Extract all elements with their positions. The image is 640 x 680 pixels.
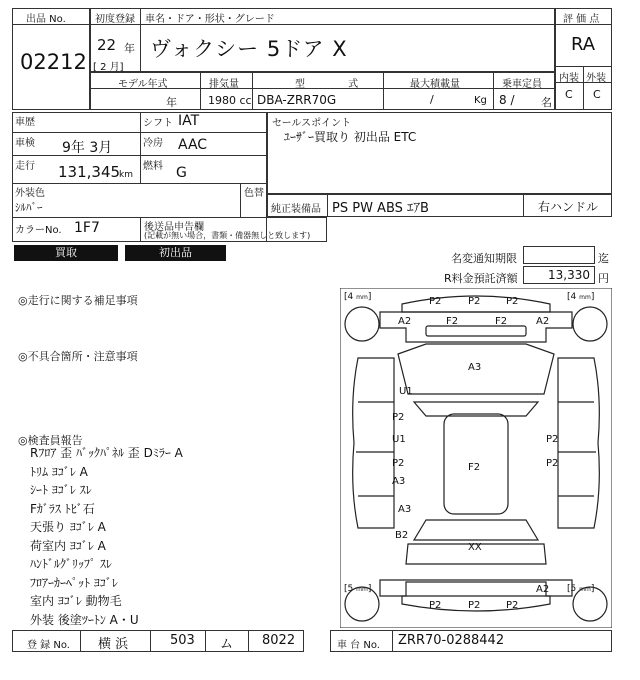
inspection-value: 9年 3月 [62,140,113,156]
inspector-line: ﾌﾛｱｰｶｰﾍﾟｯﾄ ﾖｺﾞﾚ [30,575,118,590]
reg-no-label: 登 録 No. [27,640,70,651]
front-grille [426,326,526,336]
left-side [353,358,394,528]
mark-fb3: P2 [506,296,519,307]
mark-fb2: P2 [468,296,481,307]
type-code: DBA-ZRR70G [257,93,337,107]
mark-b2r: B2 [395,530,409,541]
mark-f2f: F2 [446,316,459,327]
color-no-label: カラーNo. [15,225,62,236]
handle-value: 右ハンドル [538,200,599,214]
tire-circle [345,307,379,341]
capacity-label: 乗車定員 [502,79,542,90]
interior-label: 内装 [559,73,579,84]
aircon-value: AAC [178,137,208,153]
shift-value: IAT [178,113,200,129]
reg-num: 8022 [262,633,296,648]
exterior-label: 外装 [586,73,606,84]
mark-p2r1: P2 [546,434,559,445]
tire-circle [573,307,607,341]
inspector-line: 天張り ﾖｺﾞﾚ A [30,520,106,534]
color-no-value: 1F7 [74,220,100,236]
mileage-value: 131,345 [58,163,121,181]
first-reg-label: 初度登録 [95,14,135,25]
tag-kaitori: 買取 [14,245,118,261]
supplement-title: ◎走行に関する補足事項 [18,294,138,307]
rear-glass [414,520,538,540]
mark-p2d1: P2 [392,412,405,423]
inspector-lines [30,444,183,629]
inspector-line: Fｶﾞﾗｽ ﾄﾋﾞ石 [30,501,95,516]
displacement: 1980 cc [208,94,252,107]
chassis-no: ZRR70-0288442 [398,633,505,648]
delivery-note: (記載が無い場合，書類・備器無しと致します) [144,231,311,240]
inspection-label: 車検 [15,138,35,149]
sales-point-value: ﾕｰｻﾞｰ買取り 初出品 ETC [284,130,417,144]
eval-score: RA [571,34,596,55]
shift-label: シフト [143,118,173,129]
reg-pref: 横 浜 [98,637,129,652]
model-year-unit: 年 [166,96,177,109]
notice-unit: 迄 [598,252,609,265]
reg-kana: ム [220,637,234,652]
tire-front-right: [4 mm] [567,292,595,302]
color-change-label: 色替 [244,188,264,199]
mark-f2roof: F2 [468,462,481,473]
color-label: 外装色 [15,188,45,199]
defects-title: ◎不具合箇所・注意事項 [18,350,138,363]
lot-number: 02212 [20,50,87,74]
mark-fb1: P2 [429,296,442,307]
recycle-label: R料金預託済額 [444,272,518,285]
notice-label: 名変通知期限 [451,252,517,265]
mark-xx: XX [468,542,482,553]
interior-grade: C [565,88,573,101]
mark-u1d: U1 [392,434,406,445]
mark-p2r2: P2 [546,458,559,469]
inspector-line: 外装 後塗ﾂｰﾄﾝ A・U [30,612,139,627]
sales-point-label: セールスポイント [272,118,352,129]
recycle-value: 13,330 [548,268,590,282]
mark-a3d: A3 [392,476,406,487]
mark-a2l: A2 [398,316,412,327]
notice-box [523,246,595,264]
inspector-title: ◎検査員報告 [18,434,83,447]
equipment-label: 純正装備品 [271,204,321,215]
mark-rb1: P2 [429,600,442,611]
mileage-label: 走行 [15,161,35,172]
tire-front-left: [4 mm] [344,292,372,302]
chassis-label: 車 台 No. [337,640,380,651]
mark-rb3: P2 [506,600,519,611]
year-unit: 年 [124,42,135,55]
delivery-label: 後送品申告欄 [144,222,204,233]
right-side [558,358,599,528]
eval-label: 評 価 点 [563,14,600,25]
mark-f2b: F2 [495,316,508,327]
aircon-label: 冷房 [143,138,163,149]
inspector-line: 室内 ﾖｺﾞﾚ 動物毛 [30,594,122,608]
fuel-label: 燃料 [143,161,163,172]
tire-rear-left: [5 mm] [344,584,372,594]
tire-rear-right: [5 mm] [567,584,595,594]
car-damage-diagram [340,288,612,628]
lot-label: 出品 No. [26,14,66,25]
max-load-unit: Kg [474,95,487,106]
mark-a3r: A3 [398,504,412,515]
color-value: ｼﾙﾊﾞｰ [15,201,43,214]
tag-shuppin: 初出品 [125,245,226,261]
capacity-unit: 名 [541,96,552,109]
mark-rb2: P2 [468,600,481,611]
car-name-label: 車名・ドア・形状・グレード [145,14,275,25]
model-year-label: モデル年式 [118,79,168,90]
exterior-grade: C [593,88,601,101]
inspector-line: ﾊﾝﾄﾞﾙｸﾞﾘｯﾌﾟ ｽﾚ [30,557,112,571]
car-name: ヴォクシー 5ドア X [150,37,348,61]
first-reg-month: [ 2 月] [93,62,124,73]
equipment-value: PS PW ABS ｴｱB [332,201,429,216]
capacity: 8 / [499,93,515,107]
type-label: 型 式 [295,79,359,90]
history-label: 車歴 [15,117,35,128]
max-load-sep: / [430,93,434,106]
max-load-label: 最大積載量 [410,79,460,90]
mark-p2d2: P2 [392,458,405,469]
inspector-line: ｼｰﾄ ﾖｺﾞﾚ ｽﾚ [30,483,92,497]
mark-a2rear: A2 [536,584,550,595]
fuel-value: G [176,165,187,181]
inspector-line: 荷室内 ﾖｺﾞﾚ A [30,538,106,553]
inspector-line: Rﾌﾛｱ 歪 ﾊﾞｯｸﾊﾟﾈﾙ 歪 Dﾐﾗｰ A [30,446,183,460]
mark-a3hood: A3 [468,362,482,373]
displacement-label: 排気量 [209,79,239,90]
mark-u1l: U1 [399,386,413,397]
mileage-unit: km [119,170,133,180]
first-reg-year: 22 [97,36,117,54]
recycle-unit: 円 [598,272,609,285]
diagram-frame [340,288,612,628]
inspector-line: ﾄﾘﾑ ﾖｺﾞﾚ A [30,464,88,479]
reg-class: 503 [170,633,195,648]
mark-a2r: A2 [536,316,550,327]
